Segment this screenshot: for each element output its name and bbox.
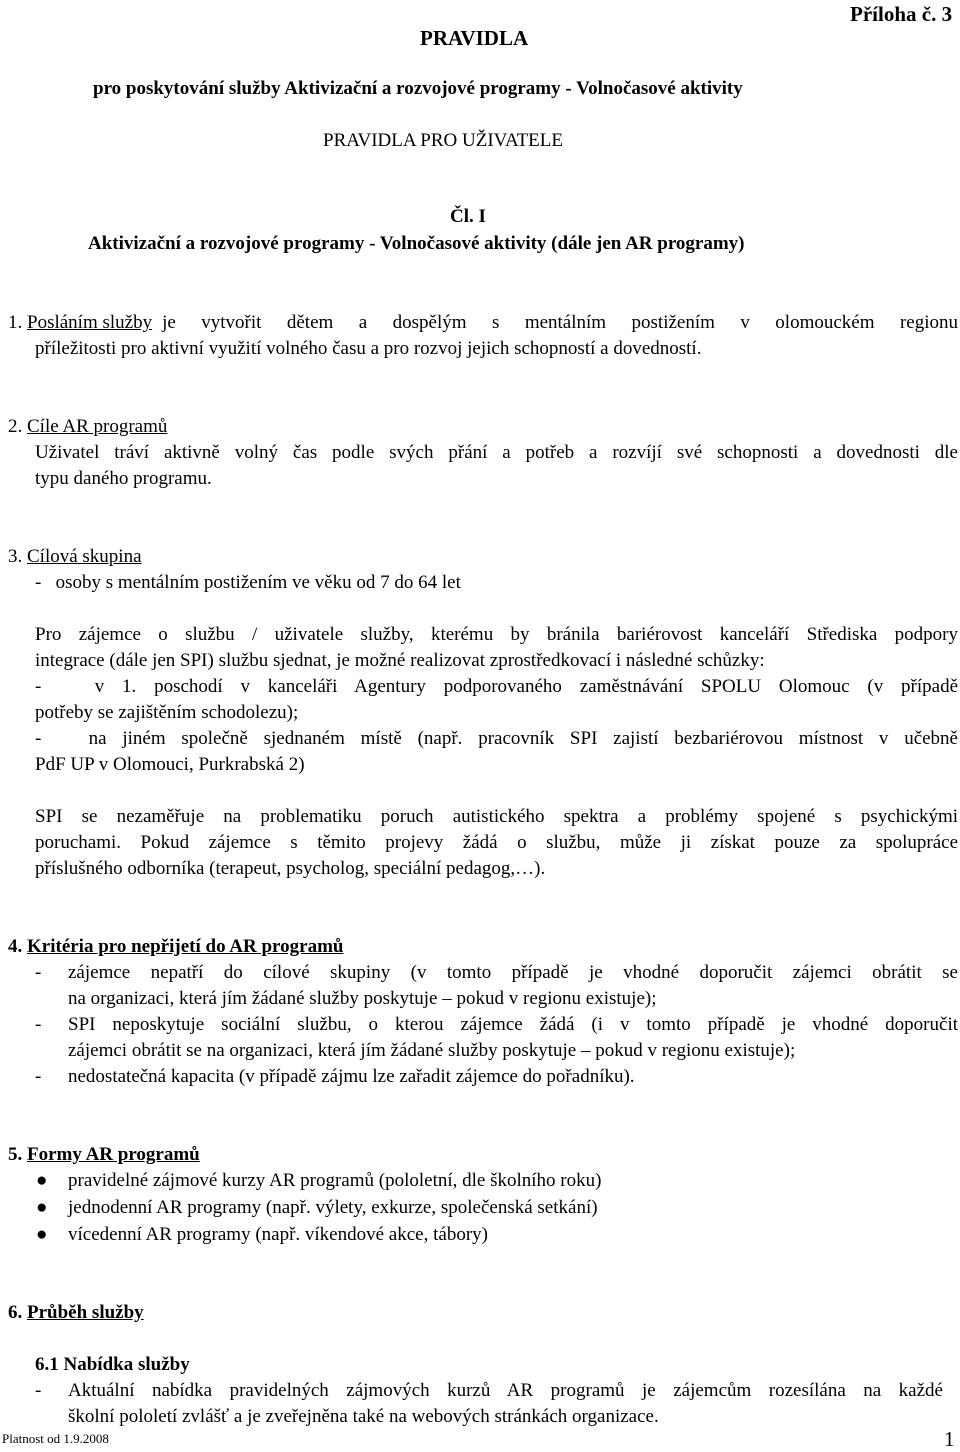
form-item-2: jednodenní AR programy (např. výlety, exkurze, společenská setkání) bbox=[68, 1197, 598, 1218]
page-number: 1 bbox=[944, 1427, 955, 1451]
offer-dash: - bbox=[35, 1380, 42, 1401]
section-2-line-1: Uživatel tráví aktivně volný čas podle svých přání a potřeb a rozvíjí své schopnosti a dovednosti dle bbox=[35, 442, 958, 463]
criteria-item-3: nedostatečná kapacita (v případě zájmu lze zařadit zájemce do pořadníku). bbox=[68, 1066, 635, 1087]
section-6-title bbox=[8, 1302, 144, 1324]
barrier-option-2: - na jiném společně sjednaném místě (např. pracovník SPI zajistí bezbariérovou místnost v učebně bbox=[35, 728, 958, 749]
barrier-paragraph-line-2: integrace (dále jen SPI) službu sjednat, je možné realizovat zprostředkovací i následné schůzky: bbox=[35, 650, 765, 671]
section-6-number: 6. bbox=[8, 1302, 23, 1323]
section-5-heading: Formy AR programů bbox=[27, 1144, 200, 1165]
section-1-number: 1. bbox=[8, 312, 23, 333]
bullet-icon: ● bbox=[36, 1170, 48, 1191]
criteria-item-1-line-2: na organizaci, která jím žádané služby poskytuje – pokud v regionu existuje); bbox=[68, 988, 657, 1009]
criteria-dash: - bbox=[35, 1014, 42, 1035]
subsection-6-1-heading: 6.1 Nabídka služby bbox=[35, 1354, 190, 1375]
target-group-item: - osoby s mentálním postižením ve věku od 7 do 64 let bbox=[35, 572, 461, 593]
section-2-number: 2. bbox=[8, 416, 23, 437]
criteria-dash: - bbox=[35, 1066, 42, 1087]
form-item-3: vícedenní AR programy (např. víkendové akce, tábory) bbox=[68, 1224, 488, 1245]
section-4-title bbox=[8, 936, 343, 958]
article-number: Čl. I bbox=[450, 206, 486, 227]
attachment-label: Příloha č. 3 bbox=[850, 2, 953, 26]
autism-paragraph-line-3: příslušného odborníka (terapeut, psycholog, speciální pedagog,…). bbox=[35, 858, 546, 879]
section-4-number: 4. bbox=[8, 936, 23, 957]
offer-item-line-2: školní pololetí zvlášť a je zveřejněna také na webových stránkách organizace. bbox=[68, 1406, 659, 1427]
autism-paragraph-line-2: poruchami. Pokud zájemce s těmito projevy žádá o službu, může ji získat pouze za spolupráce bbox=[35, 832, 958, 853]
criteria-dash: - bbox=[35, 962, 42, 983]
section-5-title bbox=[8, 1144, 200, 1166]
section-5-number: 5. bbox=[8, 1144, 23, 1165]
offer-item-line-1: Aktuální nabídka pravidelných zájmových kurzů AR programů je zájemcům rozesílána na každé bbox=[68, 1380, 943, 1401]
section-2-heading: Cíle AR programů bbox=[27, 416, 168, 437]
section-1-first-line bbox=[8, 312, 958, 334]
section-1-heading: Posláním služby bbox=[27, 312, 153, 333]
validity-footer: Platnost od 1.9.2008 bbox=[2, 1431, 109, 1446]
barrier-option-1: - v 1. poschodí v kanceláři Agentury podporovaného zaměstnávání SPOLU Olomouc (v případě bbox=[35, 676, 958, 697]
barrier-paragraph-line-1: Pro zájemce o službu / uživatele služby, kterému by bránila bariérovost kanceláří Střediska podpory bbox=[35, 624, 958, 645]
autism-paragraph-line-1: SPI se nezaměřuje na problematiku poruch autistického spektra a problémy spojené s psychickými bbox=[35, 806, 958, 827]
section-1-line-2: příležitosti pro aktivní využití volného času a pro rozvoj jejich schopností a dovedností. bbox=[35, 338, 702, 359]
section-1-line-1: je vytvořit dětem a dospělým s mentálním postižením v olomouckém regionu bbox=[162, 312, 958, 333]
bullet-icon: ● bbox=[36, 1197, 48, 1218]
article-title: Aktivizační a rozvojové programy - Volnočasové aktivity (dále jen AR programy) bbox=[88, 233, 745, 254]
criteria-item-2-line-1: SPI neposkytuje sociální službu, o kterou zájemce žádá (i v tomto případě je vhodné doporučit bbox=[68, 1014, 958, 1035]
section-3-number: 3. bbox=[8, 546, 23, 567]
document-title: PRAVIDLA bbox=[420, 26, 529, 50]
section-3-heading: Cílová skupina bbox=[27, 546, 142, 567]
section-3-title bbox=[8, 546, 142, 568]
form-item-1: pravidelné zájmové kurzy AR programů (pololetní, dle školního roku) bbox=[68, 1170, 602, 1191]
barrier-option-1-cont: potřeby se zajištěním schodolezu); bbox=[35, 702, 299, 723]
section-2-line-2: typu daného programu. bbox=[35, 468, 212, 489]
rules-heading: PRAVIDLA PRO UŽIVATELE bbox=[323, 130, 563, 151]
section-4-heading: Kritéria pro nepřijetí do AR programů bbox=[27, 936, 344, 957]
criteria-item-1-line-1: zájemce nepatří do cílové skupiny (v tomto případě je vhodné doporučit zájemci obrátit se bbox=[68, 962, 958, 983]
document-subtitle: pro poskytování služby Aktivizační a rozvojové programy - Volnočasové aktivity bbox=[93, 78, 743, 99]
criteria-item-2-line-2: zájemci obrátit se na organizaci, která jím žádané služby poskytuje – pokud v regionu existuje); bbox=[68, 1040, 796, 1061]
barrier-option-2-cont: PdF UP v Olomouci, Purkrabská 2) bbox=[35, 754, 305, 775]
section-6-heading: Průběh služby bbox=[27, 1302, 144, 1323]
section-2-title bbox=[8, 416, 167, 438]
bullet-icon: ● bbox=[36, 1224, 48, 1245]
